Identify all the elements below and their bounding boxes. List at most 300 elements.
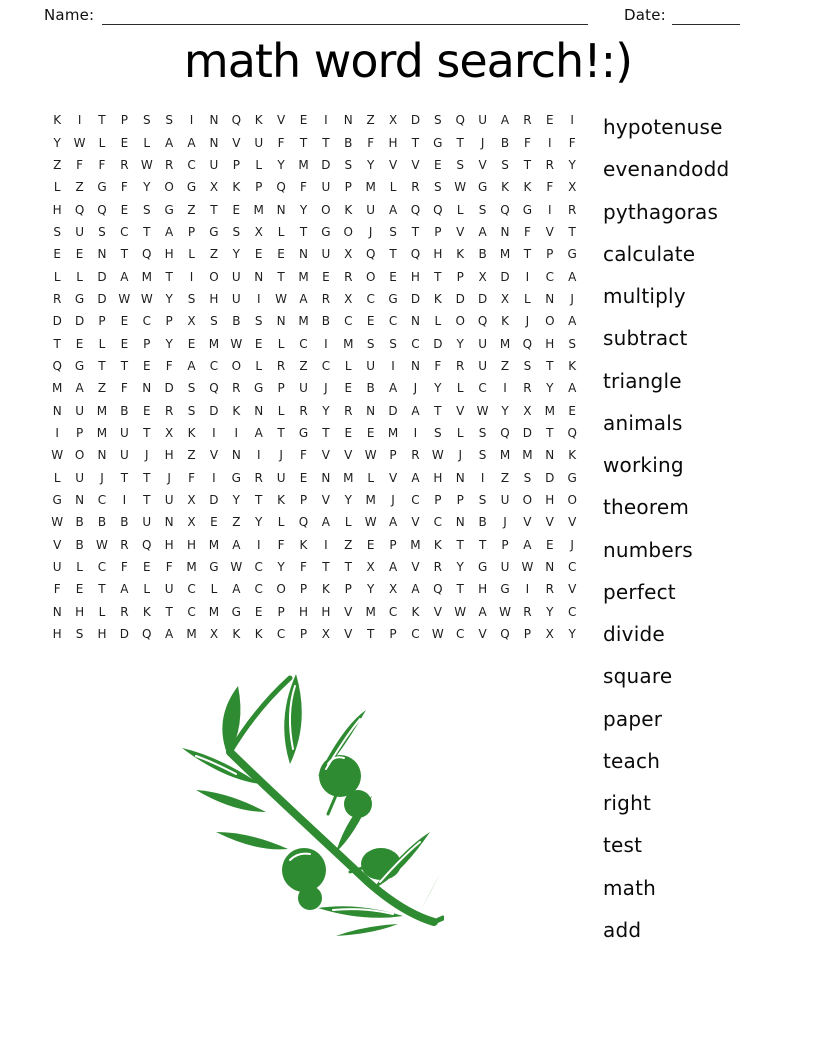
word-list-item: paper — [603, 706, 663, 731]
grid-letter: N — [254, 269, 264, 284]
grid-letter: S — [434, 425, 442, 440]
grid-letter: S — [434, 180, 442, 195]
grid-letter: U — [119, 425, 129, 440]
grid-letter: N — [410, 358, 420, 373]
grid-letter: D — [388, 403, 398, 418]
grid-row — [46, 131, 583, 153]
grid-letter: R — [411, 180, 420, 195]
grid-letter: V — [456, 403, 465, 418]
grid-letter: S — [187, 381, 196, 396]
grid-letter: N — [545, 560, 555, 575]
grid-letter: Y — [546, 381, 554, 396]
grid-letter: C — [388, 604, 398, 619]
grid-letter: D — [455, 291, 465, 306]
grid-letter: J — [167, 470, 171, 485]
grid-letter: P — [456, 493, 464, 508]
grid-letter: F — [367, 135, 375, 150]
grid-letter: J — [324, 381, 328, 396]
grid-letter: M — [208, 537, 220, 552]
grid-letter: A — [120, 582, 129, 597]
grid-letter: E — [120, 135, 129, 150]
word-list-item: working — [603, 453, 684, 478]
grid-letter: O — [343, 224, 353, 239]
grid-letter: M — [208, 336, 220, 351]
grid-letter: R — [433, 560, 442, 575]
grid-letter: M — [410, 537, 421, 552]
grid-letter: H — [433, 470, 443, 485]
grid-letter: S — [434, 113, 442, 128]
grid-letter: Z — [299, 358, 308, 373]
grid-letter: K — [232, 627, 241, 642]
grid-letter: O — [209, 269, 219, 284]
grid-letter: D — [433, 336, 443, 351]
grid-letter: D — [52, 314, 62, 329]
grid-letter: R — [299, 403, 308, 418]
grid-letter: U — [164, 582, 174, 597]
grid-letter: X — [344, 291, 353, 306]
grid-letter: A — [232, 537, 241, 552]
grid-letter: C — [545, 269, 554, 284]
grid-letter: C — [209, 358, 219, 373]
grid-letter: B — [478, 247, 487, 262]
grid-letter: E — [120, 314, 129, 329]
grid-letter: W — [454, 604, 467, 619]
grid-letter: J — [480, 135, 485, 150]
grid-letter: A — [568, 269, 577, 284]
grid-letter: Y — [546, 604, 554, 619]
grid-letter: U — [231, 269, 241, 284]
grid-letter: F — [523, 135, 531, 150]
grid-letter: Q — [142, 537, 152, 552]
grid-letter: M — [544, 403, 555, 418]
grid-letter: Z — [187, 202, 196, 217]
grid-letter: Y — [568, 627, 576, 642]
grid-letter: U — [478, 113, 488, 128]
word-list-item: triangle — [603, 368, 682, 393]
grid-letter: L — [76, 269, 83, 284]
grid-letter: V — [456, 224, 465, 239]
grid-letter: T — [568, 224, 576, 239]
grid-letter: T — [411, 224, 420, 239]
grid-letter: I — [548, 202, 552, 217]
grid-letter: T — [98, 358, 106, 373]
grid-letter: S — [344, 157, 353, 172]
grid-letter: P — [143, 336, 151, 351]
grid-letter: L — [456, 425, 464, 440]
grid-row — [46, 578, 583, 600]
grid-letter: F — [277, 135, 285, 150]
grid-letter: T — [143, 425, 151, 440]
grid-letter: V — [276, 113, 286, 128]
grid-letter: J — [368, 224, 373, 239]
word-list-item: pythagoras — [603, 199, 719, 224]
grid-letter: L — [456, 381, 464, 396]
grid-letter: L — [98, 135, 106, 150]
grid-row — [46, 511, 583, 533]
grid-letter: N — [97, 448, 107, 463]
grid-letter: C — [120, 224, 129, 239]
grid-letter: O — [74, 448, 85, 463]
grid-letter: B — [344, 135, 353, 150]
grid-letter: M — [365, 604, 376, 619]
grid-letter: T — [322, 425, 330, 440]
grid-letter: G — [254, 381, 264, 396]
grid-letter: O — [545, 314, 555, 329]
grid-letter: E — [277, 247, 285, 262]
grid-letter: E — [254, 247, 263, 262]
grid-letter: Y — [322, 403, 330, 418]
word-list-item: animals — [603, 410, 683, 435]
grid-letter: I — [525, 582, 530, 597]
grid-letter: E — [142, 560, 151, 575]
grid-letter: E — [254, 336, 263, 351]
grid-letter: N — [455, 470, 465, 485]
grid-letter: G — [477, 180, 488, 195]
grid-letter: K — [53, 113, 62, 128]
grid-letter: J — [570, 537, 574, 552]
grid-letter: Y — [143, 180, 151, 195]
grid-letter: A — [165, 135, 174, 150]
grid-letter: Z — [500, 358, 510, 373]
grid-letter: X — [321, 627, 330, 642]
grid-letter: E — [389, 269, 397, 284]
grid-letter: L — [210, 582, 218, 597]
grid-letter: N — [164, 515, 174, 530]
grid-letter: O — [522, 493, 533, 508]
grid-letter: X — [187, 515, 196, 530]
grid-letter: K — [456, 247, 465, 262]
grid-letter: D — [500, 269, 510, 284]
grid-letter: Q — [142, 627, 152, 642]
grid-letter: H — [75, 604, 85, 619]
grid-letter: V — [545, 224, 554, 239]
grid-letter: C — [254, 560, 263, 575]
grid-letter: H — [52, 202, 62, 217]
grid-letter: R — [276, 358, 286, 373]
grid-letter: R — [232, 381, 241, 396]
grid-letter: M — [253, 202, 264, 217]
grid-letter: P — [255, 180, 263, 195]
grid-letter: R — [344, 269, 353, 284]
grid-letter: I — [256, 537, 261, 552]
grid-letter: T — [344, 560, 352, 575]
grid-letter: U — [366, 202, 376, 217]
grid-letter: W — [275, 291, 288, 306]
grid-letter: L — [98, 336, 106, 351]
grid-letter: I — [189, 269, 194, 284]
grid-letter: L — [98, 604, 106, 619]
grid-letter: T — [120, 247, 129, 262]
grid-letter: W — [364, 515, 377, 530]
grid-row — [46, 556, 583, 578]
grid-letter: S — [389, 336, 397, 351]
grid-letter: Y — [277, 157, 285, 172]
grid-letter: L — [53, 470, 61, 485]
grid-letter: G — [231, 470, 241, 485]
grid-letter: L — [255, 358, 263, 373]
grid-letter: U — [478, 358, 488, 373]
grid-letter: L — [277, 403, 285, 418]
grid-letter: N — [545, 291, 555, 306]
grid-letter: P — [277, 381, 285, 396]
grid-letter: Z — [209, 247, 219, 262]
grid-letter: M — [343, 336, 354, 351]
word-list-item: math — [603, 875, 657, 900]
grid-letter: X — [187, 493, 196, 508]
grid-letter: H — [545, 493, 555, 508]
grid-letter: J — [100, 470, 104, 485]
grid-letter: U — [164, 493, 174, 508]
grid-letter: M — [186, 560, 197, 575]
grid-letter: V — [232, 135, 241, 150]
grid-letter: Z — [366, 113, 375, 128]
grid-letter: C — [388, 314, 398, 329]
grid-letter: Q — [522, 336, 533, 351]
grid-letter: T — [120, 358, 129, 373]
grid-letter: K — [568, 358, 577, 373]
grid-letter: K — [523, 180, 532, 195]
grid-letter: P — [456, 269, 464, 284]
grid-letter: S — [389, 224, 397, 239]
grid-letter: D — [74, 314, 85, 329]
grid-letter: Q — [276, 180, 286, 195]
grid-letter: X — [500, 291, 510, 306]
grid-letter: S — [210, 314, 218, 329]
grid-letter: T — [165, 604, 173, 619]
grid-letter: C — [567, 604, 577, 619]
grid-letter: H — [545, 336, 555, 351]
grid-letter: P — [344, 582, 352, 597]
grid-letter: Z — [187, 448, 196, 463]
grid-letter: N — [500, 224, 510, 239]
grid-letter: S — [187, 403, 196, 418]
grid-letter: E — [568, 403, 576, 418]
grid-letter: J — [391, 493, 395, 508]
grid-letter: D — [164, 381, 174, 396]
grid-letter: W — [431, 448, 444, 463]
grid-letter: F — [98, 157, 106, 172]
grid-letter: K — [187, 425, 196, 440]
grid-letter: E — [142, 403, 151, 418]
grid-letter: E — [344, 381, 353, 396]
grid-letter: T — [277, 425, 285, 440]
grid-letter: H — [478, 582, 488, 597]
grid-letter: J — [570, 291, 574, 306]
grid-letter: V — [523, 515, 532, 530]
grid-letter: O — [567, 493, 577, 508]
grid-letter: V — [568, 515, 577, 530]
grid-letter: Q — [433, 202, 443, 217]
grid-letter: F — [165, 358, 173, 373]
grid-letter: N — [231, 448, 241, 463]
grid-letter: A — [165, 627, 174, 642]
grid-letter: R — [523, 113, 532, 128]
grid-letter: Y — [165, 291, 173, 306]
grid-letter: G — [321, 224, 331, 239]
grid-letter: T — [546, 358, 554, 373]
grid-letter: C — [97, 560, 107, 575]
grid-letter: H — [298, 604, 308, 619]
grid-letter: Q — [500, 627, 510, 642]
grid-letter: A — [299, 291, 308, 306]
grid-letter: K — [568, 448, 577, 463]
grid-letter: C — [321, 358, 331, 373]
grid-letter: B — [478, 515, 487, 530]
grid-letter: S — [456, 157, 465, 172]
grid-letter: P — [523, 627, 532, 642]
grid-letter: P — [299, 582, 308, 597]
grid-letter: E — [434, 157, 442, 172]
grid-letter: N — [321, 470, 331, 485]
grid-row — [46, 198, 583, 220]
grid-letter: U — [75, 224, 84, 239]
grid-letter: N — [366, 403, 376, 418]
grid-letter: A — [411, 582, 420, 597]
grid-letter: E — [299, 113, 308, 128]
grid-letter: C — [276, 627, 286, 642]
grid-letter: L — [344, 515, 352, 530]
grid-letter: L — [143, 135, 151, 150]
grid-letter: S — [523, 358, 532, 373]
word-list-item: teach — [603, 748, 661, 773]
grid-letter: R — [523, 604, 532, 619]
grid-letter: R — [545, 157, 554, 172]
grid-letter: Z — [232, 515, 241, 530]
grid-letter: H — [164, 448, 174, 463]
grid-letter: D — [97, 291, 107, 306]
grid-letter: R — [523, 381, 532, 396]
grid-letter: B — [321, 314, 330, 329]
grid-letter: I — [503, 381, 507, 396]
grid-letter: R — [545, 582, 554, 597]
grid-letter: Q — [74, 202, 85, 217]
grid-letter: I — [256, 291, 261, 306]
grid-row — [46, 601, 583, 623]
grid-letter: N — [52, 604, 62, 619]
grid-letter: A — [411, 403, 420, 418]
grid-letter: Y — [53, 135, 61, 150]
grid-letter: C — [411, 336, 420, 351]
grid-letter: H — [187, 537, 197, 552]
grid-letter: M — [343, 470, 354, 485]
grid-letter: Q — [455, 113, 465, 128]
grid-letter: M — [298, 157, 309, 172]
grid-letter: C — [97, 493, 107, 508]
grid-letter: R — [456, 358, 465, 373]
grid-letter: S — [165, 113, 173, 128]
grid-letter: K — [344, 202, 353, 217]
grid-letter: R — [120, 537, 129, 552]
grid-letter: A — [388, 202, 398, 217]
grid-letter: G — [209, 560, 219, 575]
word-search-grid — [46, 109, 583, 645]
grid-letter: V — [344, 604, 353, 619]
grid-letter: C — [366, 291, 375, 306]
grid-letter: K — [411, 604, 420, 619]
grid-letter: P — [277, 604, 285, 619]
grid-letter: C — [187, 604, 196, 619]
grid-letter: X — [568, 180, 577, 195]
grid-letter: W — [140, 157, 153, 172]
grid-letter: N — [343, 113, 353, 128]
grid-letter: D — [522, 425, 533, 440]
grid-letter: R — [120, 604, 129, 619]
grid-letter: T — [456, 582, 464, 597]
grid-letter: B — [75, 515, 84, 530]
grid-letter: C — [187, 582, 196, 597]
grid-letter: U — [500, 493, 510, 508]
grid-letter: Y — [456, 560, 464, 575]
grid-letter: Q — [365, 247, 376, 262]
grid-letter: J — [413, 381, 418, 396]
grid-letter: V — [433, 604, 442, 619]
grid-letter: E — [120, 202, 129, 217]
grid-letter: E — [210, 515, 218, 530]
grid-letter: K — [433, 291, 442, 306]
grid-letter: Y — [366, 582, 375, 597]
grid-letter: K — [232, 180, 241, 195]
grid-letter: P — [546, 247, 554, 262]
grid-letter: Q — [298, 515, 309, 530]
grid-letter: C — [433, 515, 443, 530]
grid-letter: P — [434, 493, 442, 508]
grid-letter: N — [254, 403, 264, 418]
grid-letter: D — [119, 627, 129, 642]
grid-letter: Z — [344, 537, 353, 552]
grid-letter: U — [276, 470, 286, 485]
grid-letter: K — [142, 604, 151, 619]
grid-letter: C — [456, 627, 465, 642]
grid-letter: P — [344, 180, 352, 195]
grid-letter: T — [299, 135, 308, 150]
grid-letter: I — [324, 113, 328, 128]
grid-row — [46, 243, 583, 265]
date-label: Date: — [624, 6, 666, 24]
grid-letter: S — [478, 425, 487, 440]
grid-letter: W — [118, 291, 131, 306]
name-label: Name: — [44, 6, 95, 24]
word-list-item: add — [603, 917, 642, 942]
grid-letter: T — [277, 269, 285, 284]
grid-letter: W — [140, 291, 153, 306]
grid-letter: L — [344, 358, 352, 373]
grid-letter: S — [568, 336, 576, 351]
grid-letter: P — [501, 537, 509, 552]
grid-letter: U — [500, 560, 510, 575]
grid-letter: X — [187, 314, 196, 329]
grid-letter: D — [97, 269, 107, 284]
grid-letter: P — [389, 627, 397, 642]
grid-letter: W — [230, 560, 243, 575]
grid-letter: M — [186, 627, 197, 642]
grid-letter: M — [499, 247, 511, 262]
grid-letter: T — [389, 247, 397, 262]
grid-letter: G — [500, 582, 510, 597]
grid-row — [46, 221, 583, 243]
grid-letter: A — [388, 515, 398, 530]
grid-row — [46, 467, 583, 489]
grid-letter: W — [476, 403, 489, 418]
grid-letter: Y — [165, 336, 173, 351]
grid-letter: H — [410, 269, 420, 284]
grid-letter: A — [568, 314, 577, 329]
grid-letter: I — [256, 448, 261, 463]
grid-letter: E — [344, 425, 353, 440]
grid-letter: G — [209, 224, 219, 239]
grid-letter: V — [344, 627, 353, 642]
grid-letter: V — [53, 537, 62, 552]
grid-letter: C — [411, 627, 420, 642]
